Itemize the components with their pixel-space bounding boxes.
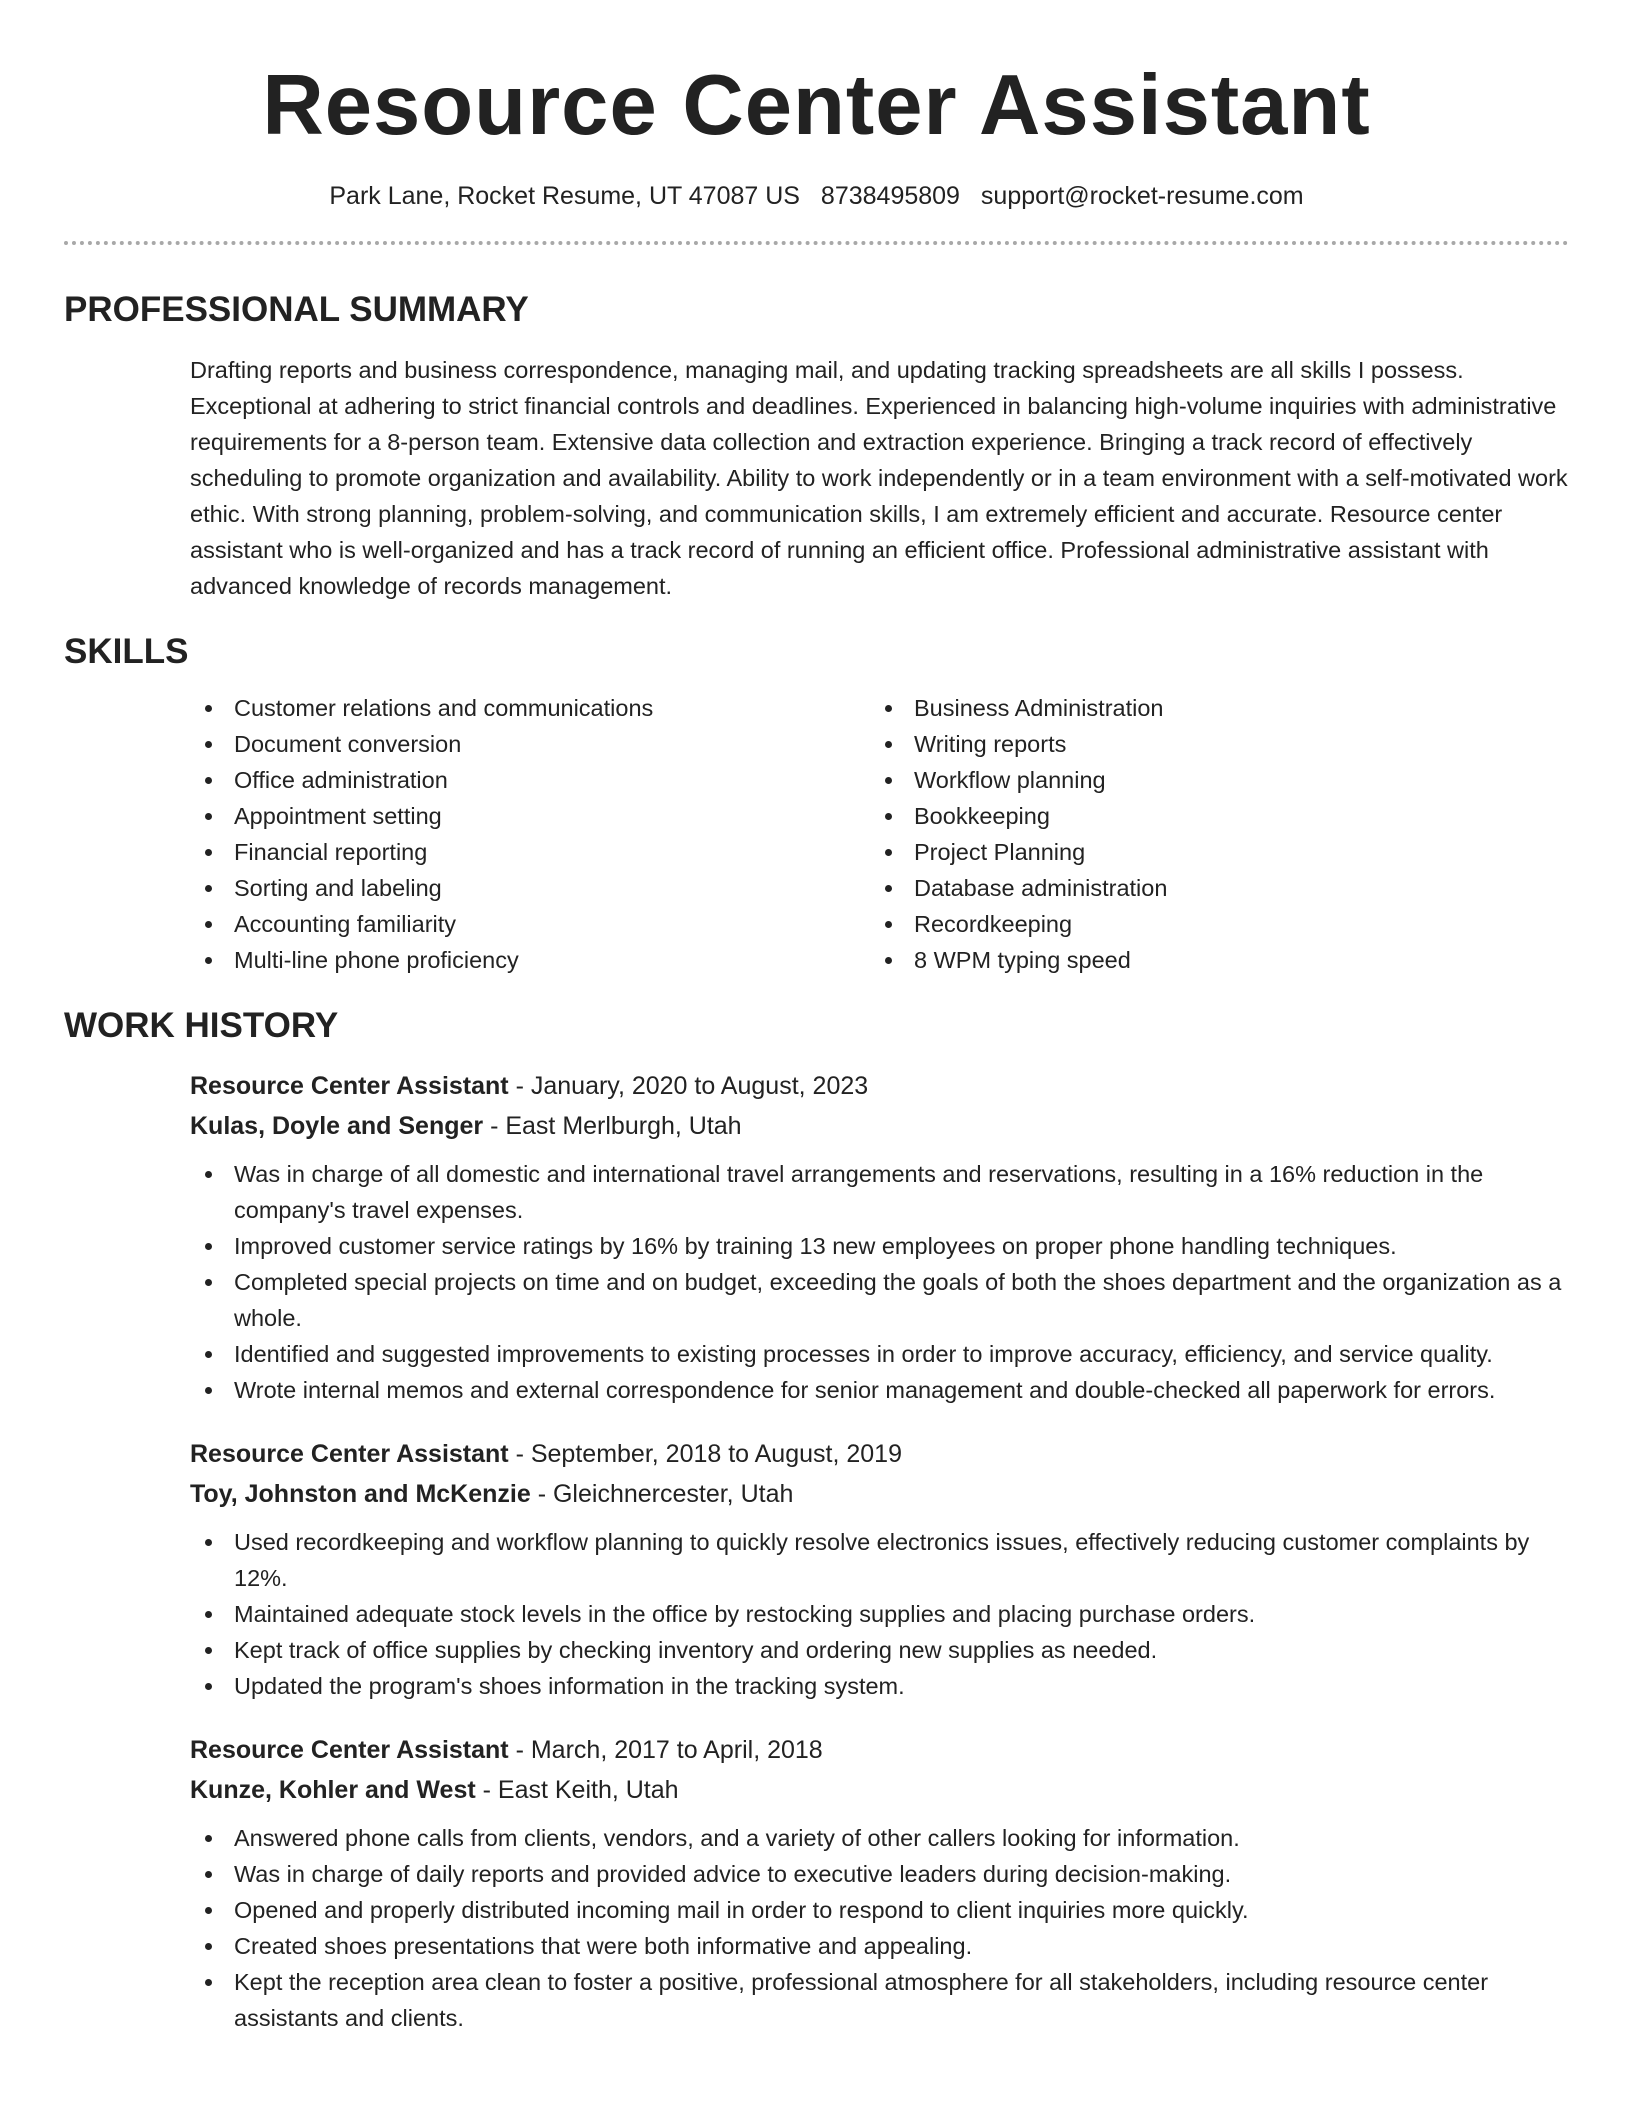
contact-phone: 8738495809 [820, 182, 960, 210]
job-entry [190, 1066, 1569, 1408]
job-bullet: Kept the reception area clean to foster a positive, professional atmosphere for all stakeholders, including resource center assistants and clients. [190, 1964, 1580, 2036]
skill-item: Document conversion [190, 726, 870, 762]
skill-item: Recordkeeping [870, 906, 1470, 942]
skills-heading: SKILLS [64, 632, 189, 671]
job-company-line [190, 1106, 1569, 1146]
skill-item: Customer relations and communications [190, 690, 870, 726]
job-bullet: Created shoes presentations that were both informative and appealing. [190, 1928, 1580, 1964]
bullet-icon [205, 957, 212, 964]
job-bullet: Kept track of office supplies by checking inventory and ordering new supplies as needed. [190, 1632, 1580, 1668]
summary-heading: PROFESSIONAL SUMMARY [64, 290, 529, 329]
contact-line [64, 180, 1569, 212]
bullet-icon [205, 1611, 212, 1618]
job-bullet: Answered phone calls from clients, vendors, and a variety of other callers looking for information. [190, 1820, 1580, 1856]
skill-item: Database administration [870, 870, 1470, 906]
job-bullets [190, 1156, 1580, 1408]
bullet-icon [885, 849, 892, 856]
job-title: Resource Center Assistant [190, 1072, 509, 1100]
skills-column-left [190, 690, 870, 978]
job-bullet: Maintained adequate stock levels in the office by restocking supplies and placing purchase orders. [190, 1596, 1580, 1632]
summary-text: Drafting reports and business correspondence, managing mail, and updating tracking spreadsheets are all skills I possess. Exceptional at adhering to strict financial controls and deadlines. Experienced in balancing high-volume inquiries with administrative requirements for a 8-person team. Extensive data collection and extraction experience. Bringing a track record of effectively scheduling to promote organization and availability. Ability to work independently or in a team environment with a self-motivated work ethic. With strong planning, problem-solving, and communication skills, I am extremely efficient and accurate. Resource center assistant who is well-organized and has a track record of running an efficient office. Professional administrative assistant with advanced knowledge of records management. [190, 357, 1568, 599]
job-bullet: Opened and properly distributed incoming mail in order to respond to client inquiries more quickly. [190, 1892, 1580, 1928]
job-entry [190, 1434, 1569, 1704]
bullet-icon [205, 885, 212, 892]
skill-item: Bookkeeping [870, 798, 1470, 834]
bullet-icon [205, 1979, 212, 1986]
work-history-heading: WORK HISTORY [64, 1006, 339, 1045]
job-title: Resource Center Assistant [190, 1440, 509, 1468]
skill-item: Workflow planning [870, 762, 1470, 798]
job-company: Kunze, Kohler and West [190, 1776, 476, 1804]
bullet-icon [205, 1539, 212, 1546]
job-bullet: Updated the program's shoes information in the tracking system. [190, 1668, 1580, 1704]
job-bullet: Was in charge of daily reports and provided advice to executive leaders during decision-making. [190, 1856, 1580, 1892]
job-dates: - March, 2017 to April, 2018 [508, 1736, 823, 1764]
skill-item: Business Administration [870, 690, 1470, 726]
skill-item: Writing reports [870, 726, 1470, 762]
bullet-icon [205, 1683, 212, 1690]
bullet-icon [205, 1351, 212, 1358]
job-bullets [190, 1820, 1580, 2036]
skills-column-right [870, 690, 1470, 978]
job-bullet: Improved customer service ratings by 16% by training 13 new employees on proper phone handling techniques. [190, 1228, 1580, 1264]
bullet-icon [885, 885, 892, 892]
bullet-icon [205, 1171, 212, 1178]
skill-item: Appointment setting [190, 798, 870, 834]
bullet-icon [205, 813, 212, 820]
job-entry [190, 1730, 1569, 2036]
job-location: - East Keith, Utah [475, 1776, 679, 1804]
skills-list [190, 690, 1569, 978]
bullet-icon [205, 1907, 212, 1914]
bullet-icon [205, 1943, 212, 1950]
bullet-icon [205, 1243, 212, 1250]
bullet-icon [885, 777, 892, 784]
job-location: - Gleichnercester, Utah [530, 1480, 794, 1508]
bullet-icon [205, 705, 212, 712]
job-dates: - September, 2018 to August, 2019 [508, 1440, 902, 1468]
bullet-icon [205, 1871, 212, 1878]
job-bullet: Used recordkeeping and workflow planning to quickly resolve electronics issues, effectively reducing customer complaints by 12%. [190, 1524, 1580, 1596]
job-bullet: Was in charge of all domestic and international travel arrangements and reservations, resulting in a 16% reduction in the company's travel expenses. [190, 1156, 1580, 1228]
skill-item: Office administration [190, 762, 870, 798]
bullet-icon [885, 957, 892, 964]
header-divider [64, 241, 1569, 245]
skill-item: Multi-line phone proficiency [190, 942, 870, 978]
job-title-line [190, 1066, 1569, 1106]
bullet-icon [205, 1835, 212, 1842]
job-bullet: Wrote internal memos and external correspondence for senior management and double-checked all paperwork for errors. [190, 1372, 1580, 1408]
skill-item: Financial reporting [190, 834, 870, 870]
job-company-line [190, 1474, 1569, 1514]
job-title: Resource Center Assistant [190, 1736, 509, 1764]
job-dates: - January, 2020 to August, 2023 [508, 1072, 869, 1100]
job-company: Toy, Johnston and McKenzie [190, 1480, 531, 1508]
bullet-icon [885, 741, 892, 748]
job-bullet: Completed special projects on time and on budget, exceeding the goals of both the shoes department and the organization as a whole. [190, 1264, 1580, 1336]
bullet-icon [205, 1647, 212, 1654]
contact-address: Park Lane, Rocket Resume, UT 47087 US [329, 182, 800, 210]
bullet-icon [885, 705, 892, 712]
bullet-icon [205, 1387, 212, 1394]
bullet-icon [205, 1279, 212, 1286]
job-company-line [190, 1770, 1569, 1810]
job-title-line [190, 1434, 1569, 1474]
skill-item: Accounting familiarity [190, 906, 870, 942]
contact-email: support@rocket-resume.com [980, 182, 1304, 210]
bullet-icon [205, 921, 212, 928]
candidate-name: Resource Center Assistant [262, 58, 1371, 153]
bullet-icon [205, 741, 212, 748]
job-bullets [190, 1524, 1580, 1704]
skill-item: Project Planning [870, 834, 1470, 870]
skill-item: Sorting and labeling [190, 870, 870, 906]
bullet-icon [885, 921, 892, 928]
job-bullet: Identified and suggested improvements to existing processes in order to improve accuracy, efficiency, and service quality. [190, 1336, 1580, 1372]
resume-page [64, 0, 1569, 2036]
bullet-icon [885, 813, 892, 820]
job-location: - East Merlburgh, Utah [483, 1112, 742, 1140]
bullet-icon [205, 777, 212, 784]
skill-item: 8 WPM typing speed [870, 942, 1470, 978]
job-title-line [190, 1730, 1569, 1770]
bullet-icon [205, 849, 212, 856]
job-company: Kulas, Doyle and Senger [190, 1112, 484, 1140]
